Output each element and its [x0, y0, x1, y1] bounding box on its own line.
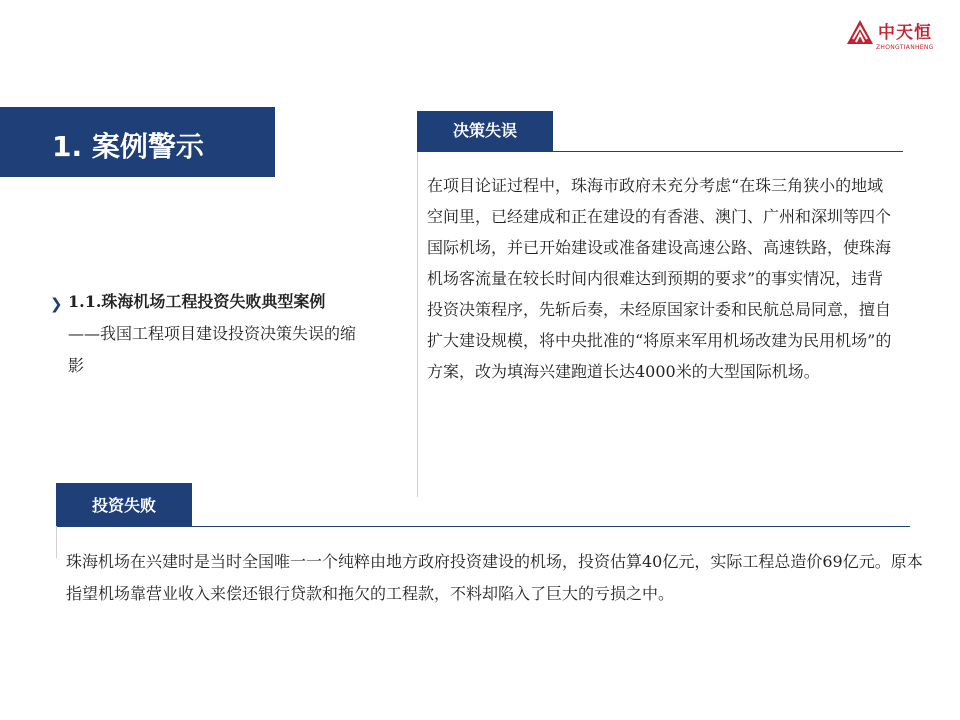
company-logo	[846, 18, 946, 56]
logo-sub-text: ZHONGTIANHENG	[876, 44, 934, 51]
decision-text: 在项目论证过程中，珠海市政府未充分考虑“在珠三角狭小的地域空间里，已经建成和正在建设的有香港、澳门、广州和深圳等四个国际机场，并已开始建设或准备建设高速公路、高速铁路，使珠海机场客流量在较长时间内很难达到预期的要求”的事实情况，违背投资决策程序，先斩后奏，未经原国家计委和民航总局同意，擅自扩大建设规模，将中央批准的“将原来军用机场改建为民用机场”的方案，改为填海兴建跑道长达4000米的大型国际机场。	[427, 176, 892, 381]
investment-tag: 投资失败	[56, 483, 192, 526]
page-title-box	[0, 107, 275, 177]
logo-brand-text: 中天恒	[878, 23, 932, 43]
investment-text: 珠海机场在兴建时是当时全国唯一一个纯粹由地方政府投资建设的机场，投资估算40亿元，实际工程总造价69亿元。原本指望机场靠营业收入来偿还银行贷款和拖欠的工程款，不料却陷入了巨大的亏损之中。	[66, 552, 923, 603]
decision-divider	[417, 151, 903, 152]
case-section	[52, 286, 382, 382]
case-heading: 1.1.珠海机场工程投资失败典型案例	[68, 292, 326, 311]
case-subtitle: ——我国工程项目建设投资决策失误的缩影	[68, 324, 357, 375]
investment-divider	[56, 526, 910, 527]
decision-tag: 决策失误	[417, 111, 553, 151]
triangle-logo-icon	[846, 18, 874, 46]
investment-border	[56, 526, 57, 558]
decision-border	[417, 152, 418, 497]
page-title: 1. 案例警示	[52, 130, 204, 163]
chevron-right-icon: ❯	[50, 295, 63, 313]
